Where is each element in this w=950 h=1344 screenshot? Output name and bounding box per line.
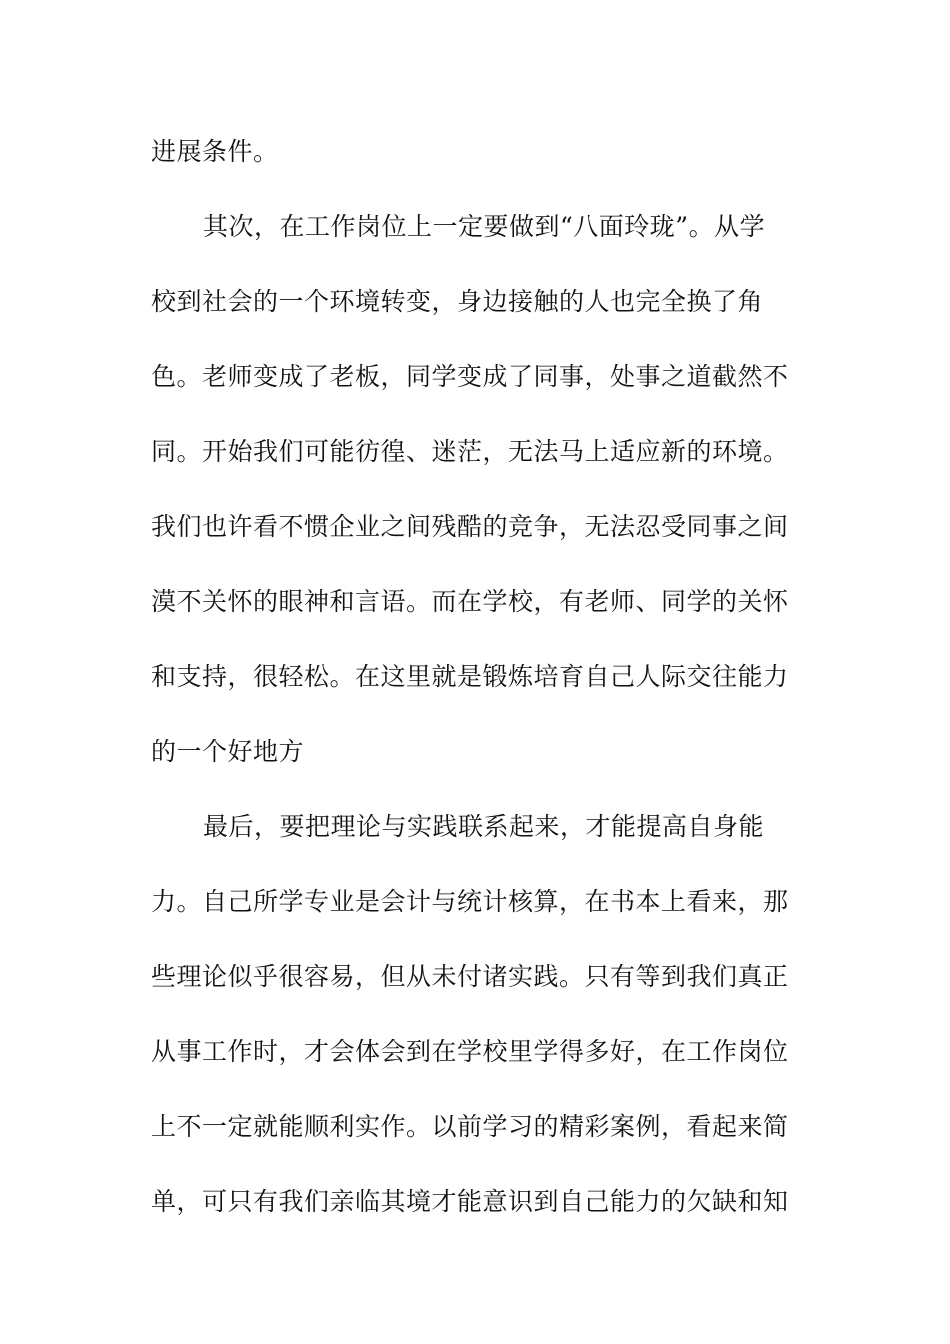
paragraph-start-line: 其次，在工作岗位上一定要做到“八面玲珑”。从学 <box>203 212 766 241</box>
text-line: 和支持，很轻松。在这里就是锻炼培育自己人际交往能力 <box>151 662 789 691</box>
text-line: 力。自己所学专业是会计与统计核算，在书本上看来，那 <box>151 887 789 916</box>
text-line: 从事工作时，才会体会到在学校里学得多好，在工作岗位 <box>151 1037 789 1066</box>
text-line: 进展条件。 <box>151 137 279 166</box>
text-line: 的一个好地方 <box>151 737 305 766</box>
text-line: 校到社会的一个环境转变，身边接触的人也完全换了角 <box>151 287 764 316</box>
text-line: 同。开始我们可能彷徨、迷茫，无法马上适应新的环境。 <box>151 437 789 466</box>
text-line: 些理论似乎很容易，但从未付诸实践。只有等到我们真正 <box>151 962 789 991</box>
paragraph-start-line: 最后，要把理论与实践联系起来，才能提高自身能 <box>203 812 765 841</box>
text-line: 上不一定就能顺利实作。以前学习的精彩案例，看起来简 <box>151 1112 789 1141</box>
text-line: 单，可只有我们亲临其境才能意识到自己能力的欠缺和知 <box>151 1187 789 1216</box>
text-line: 色。老师变成了老板，同学变成了同事，处事之道截然不 <box>151 362 789 391</box>
text-line: 漠不关怀的眼神和言语。而在学校，有老师、同学的关怀 <box>151 587 789 616</box>
body-text <box>151 128 801 1253</box>
text-line: 我们也许看不惯企业之间残酷的竞争，无法忍受同事之间 <box>151 512 789 541</box>
